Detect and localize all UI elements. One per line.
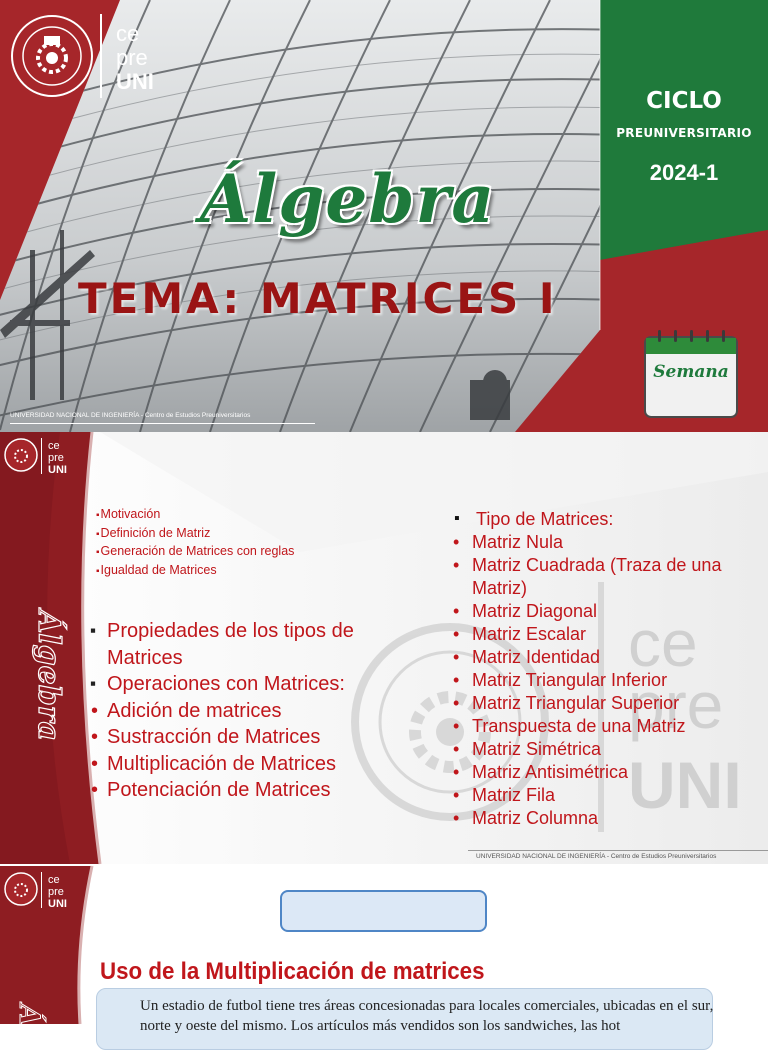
side-subject-title [0,604,72,754]
operations-item: • Multiplicación de Matrices [90,751,400,778]
svg-text:Álgebra: Álgebra [31,610,66,741]
operations-item: • Potenciación de Matrices [90,777,400,804]
slide1-footer: UNIVERSIDAD NACIONAL DE INGENIERÍA - Centro de Estudios Preuniversitarios [10,412,251,419]
cycle-label: CICLO [646,88,722,114]
matrix-type-item: • Matriz Antisimétrica [452,761,768,784]
logo-line-pre: pre [48,452,64,464]
matrix-type-item: • Matriz Simétrica [452,738,768,761]
topic-title: TEMA: MATRICES I [78,274,558,323]
matrix-type-item: • Matriz Triangular Superior [452,692,768,715]
matrix-type-item: • Transpuesta de una Matriz [452,715,768,738]
matrix-type-item: • Matriz Identidad [452,646,768,669]
cepre-uni-logo [116,22,154,94]
subject-title: Álgebra [200,160,496,238]
logo-divider [100,14,102,98]
operations-item: • Adición de matrices [90,698,400,725]
matrix-type-item: • Matriz Columna [452,807,768,830]
slide2-footer: UNIVERSIDAD NACIONAL DE INGENIERÍA - Centro de Estudios Preuniversitarios [476,853,717,860]
matrix-types-header: ▪ Tipo de Matrices: [452,508,768,531]
university-seal-icon [10,14,94,98]
logo-line-uni: UNI [48,464,67,476]
watermark-ce: ce [628,606,698,680]
watermark-uni: UNI [628,748,742,822]
logo-line-uni: UNI [48,898,67,910]
matrix-type-item: • Matriz Escalar [452,623,768,646]
cycle-year: 2024-1 [649,160,719,185]
matrix-types-list [452,508,768,830]
intro-topics-list [96,506,294,580]
operations-item: • Sustracción de Matrices [90,724,400,751]
slide3-title: Uso de la Multiplicación de matrices [100,958,485,985]
matrix-type-item: • Matriz Nula [452,531,768,554]
slide2-footer-rule [468,850,768,851]
watermark-pre: pre [628,668,724,742]
matrix-type-item: • Matriz Cuadrada (Traza de una Matriz) [452,554,768,600]
university-seal-icon [4,872,38,906]
cepre-uni-logo [48,440,67,476]
svg-text:Á: Á [13,1004,46,1026]
logo-line-pre: pre [48,886,64,898]
title-slide [0,0,768,432]
matrix-type-item: • Matriz Triangular Inferior [452,669,768,692]
contents-slide [0,432,768,864]
logo-line-pre: pre [116,45,148,70]
operations-item: ▪ Propiedades de los tipos de Matrices [90,618,400,671]
application-slide [0,866,768,1034]
logo-line-ce: ce [48,440,60,452]
operations-list [90,618,400,804]
slide1-footer-rule [10,423,315,424]
problem-text: Un estadio de futbol tiene tres áreas concesionadas para locales comerciales, ubicadas en el sur, norte y oeste del mismo. Los artículos más vendidos son los sandwiches, las hot [140,998,714,1034]
calendar-icon [644,336,736,416]
intro-topic-item: ▪ Igualdad de Matrices [96,562,294,581]
matrix-type-item: • Matriz Fila [452,784,768,807]
cycle-info [600,88,768,186]
header-box [280,890,487,932]
cepre-uni-logo [48,874,67,910]
logo-line-ce: ce [48,874,60,886]
intro-topic-item: ▪ Motivación [96,506,294,525]
logo-line-uni: UNI [116,69,154,94]
operations-item: ▪ Operaciones con Matrices: [90,671,400,698]
cycle-type: PREUNIVERSITARIO [616,126,752,140]
logo-divider [41,438,42,474]
intro-topic-item: ▪ Definición de Matriz [96,525,294,544]
university-seal-icon [4,438,38,472]
calendar-week-label: Semana [653,362,729,382]
logo-divider [41,872,42,908]
intro-topic-item: ▪ Generación de Matrices con reglas [96,543,294,562]
logo-line-ce: ce [116,21,140,46]
matrix-type-item: • Matriz Diagonal [452,600,768,623]
